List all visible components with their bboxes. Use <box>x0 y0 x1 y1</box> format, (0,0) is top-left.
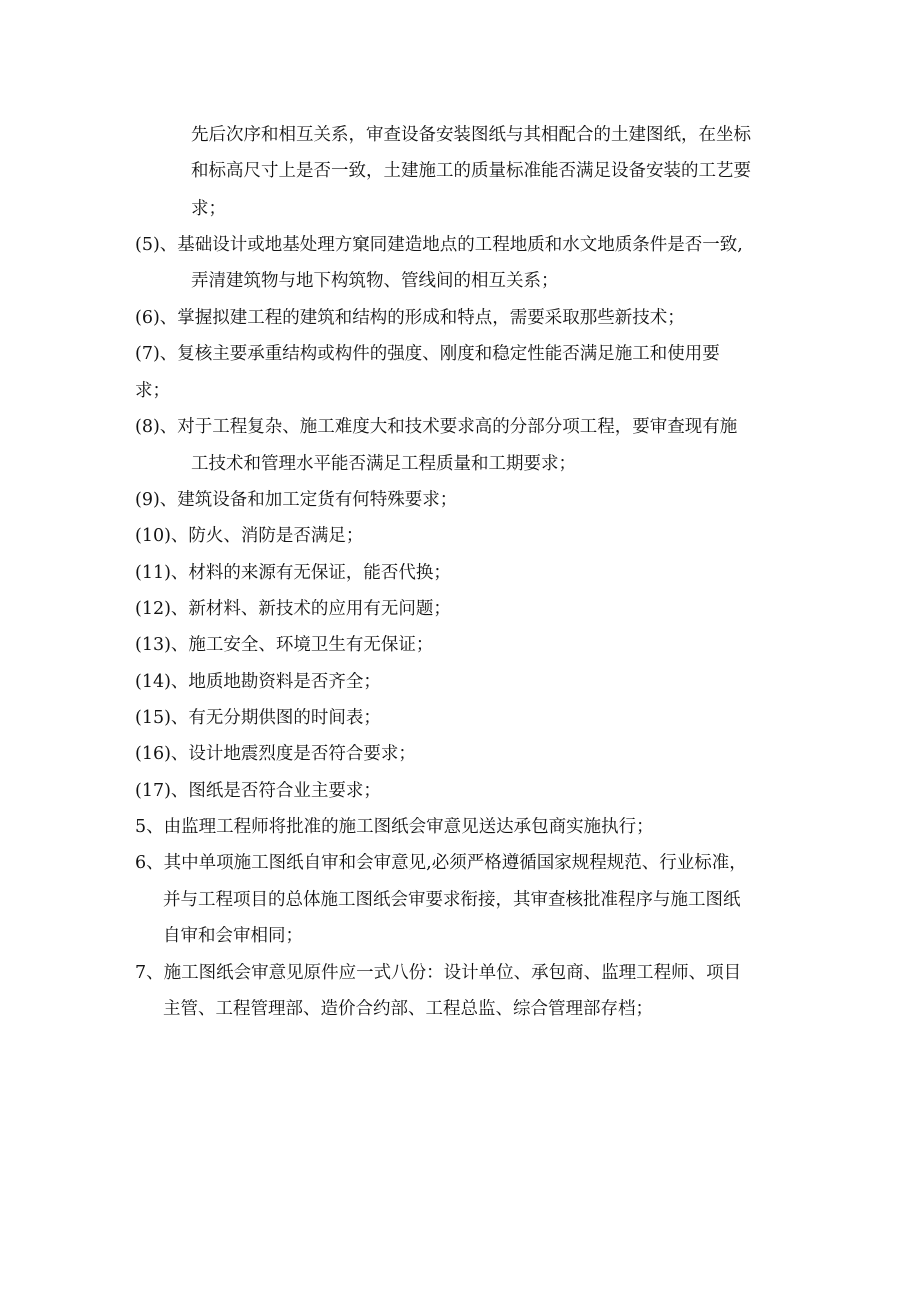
text-line: (6)、掌握拟建工程的建筑和结构的形成和特点，需要采取那些新技术； <box>135 308 685 328</box>
text-line: 7、施工图纸会审意见原件应一式八份：设计单位、承包商、监理工程师、项目 <box>135 963 742 983</box>
text-line: 和标高尺寸上是否一致，土建施工的质量标准能否满足设备安装的工艺要 <box>191 161 751 181</box>
text-line: (12)、新材料、新技术的应用有无问题； <box>135 599 451 619</box>
text-line: (13)、施工安全、环境卫生有无保证； <box>135 635 434 655</box>
text-line: 求； <box>191 199 226 219</box>
text-line: (9)、建筑设备和加工定货有何特殊要求； <box>135 490 458 510</box>
text-line: (8)、对于工程复杂、施工难度大和技术要求高的分部分项工程，要审查现有施 <box>135 417 738 437</box>
text-line: 求； <box>135 381 170 401</box>
text-line: 并与工程项目的总体施工图纸会审要求衔接，其审查核批准程序与施工图纸 <box>163 890 741 910</box>
text-line: 5、由监理工程师将批准的施工图纸会审意见送达承包商实施执行； <box>135 817 654 837</box>
text-line: (10)、防火、消防是否满足； <box>135 526 364 546</box>
text-line: (11)、材料的来源有无保证，能否代换； <box>135 563 451 583</box>
text-line: 先后次序和相互关系，审查设备安装图纸与其相配合的土建图纸，在坐标 <box>191 125 751 145</box>
text-line: (7)、复核主要承重结构或构件的强度、刚度和稳定性能否满足施工和使用要 <box>135 344 720 364</box>
text-line: 自审和会审相同； <box>163 926 303 946</box>
text-line: (15)、有无分期供图的时间表； <box>135 708 381 728</box>
text-line: (14)、地质地勘资料是否齐全； <box>135 672 381 692</box>
text-line: 主管、工程管理部、造价合约部、工程总监、综合管理部存档； <box>163 999 653 1019</box>
text-line: (17)、图纸是否符合业主要求； <box>135 781 381 801</box>
text-line: (16)、设计地震烈度是否符合要求； <box>135 744 416 764</box>
text-line: 工技术和管理水平能否满足工程质量和工期要求； <box>191 454 576 474</box>
text-line: (5)、基础设计或地基处理方窠同建造地点的工程地质和水文地质条件是否一致, <box>135 235 743 255</box>
text-line: 6、其中单项施工图纸自审和会审意见,必须严格遵循国家规程规范、行业标准， <box>135 853 747 873</box>
text-line: 弄清建筑物与地下构筑物、管线间的相互关系； <box>191 271 559 291</box>
